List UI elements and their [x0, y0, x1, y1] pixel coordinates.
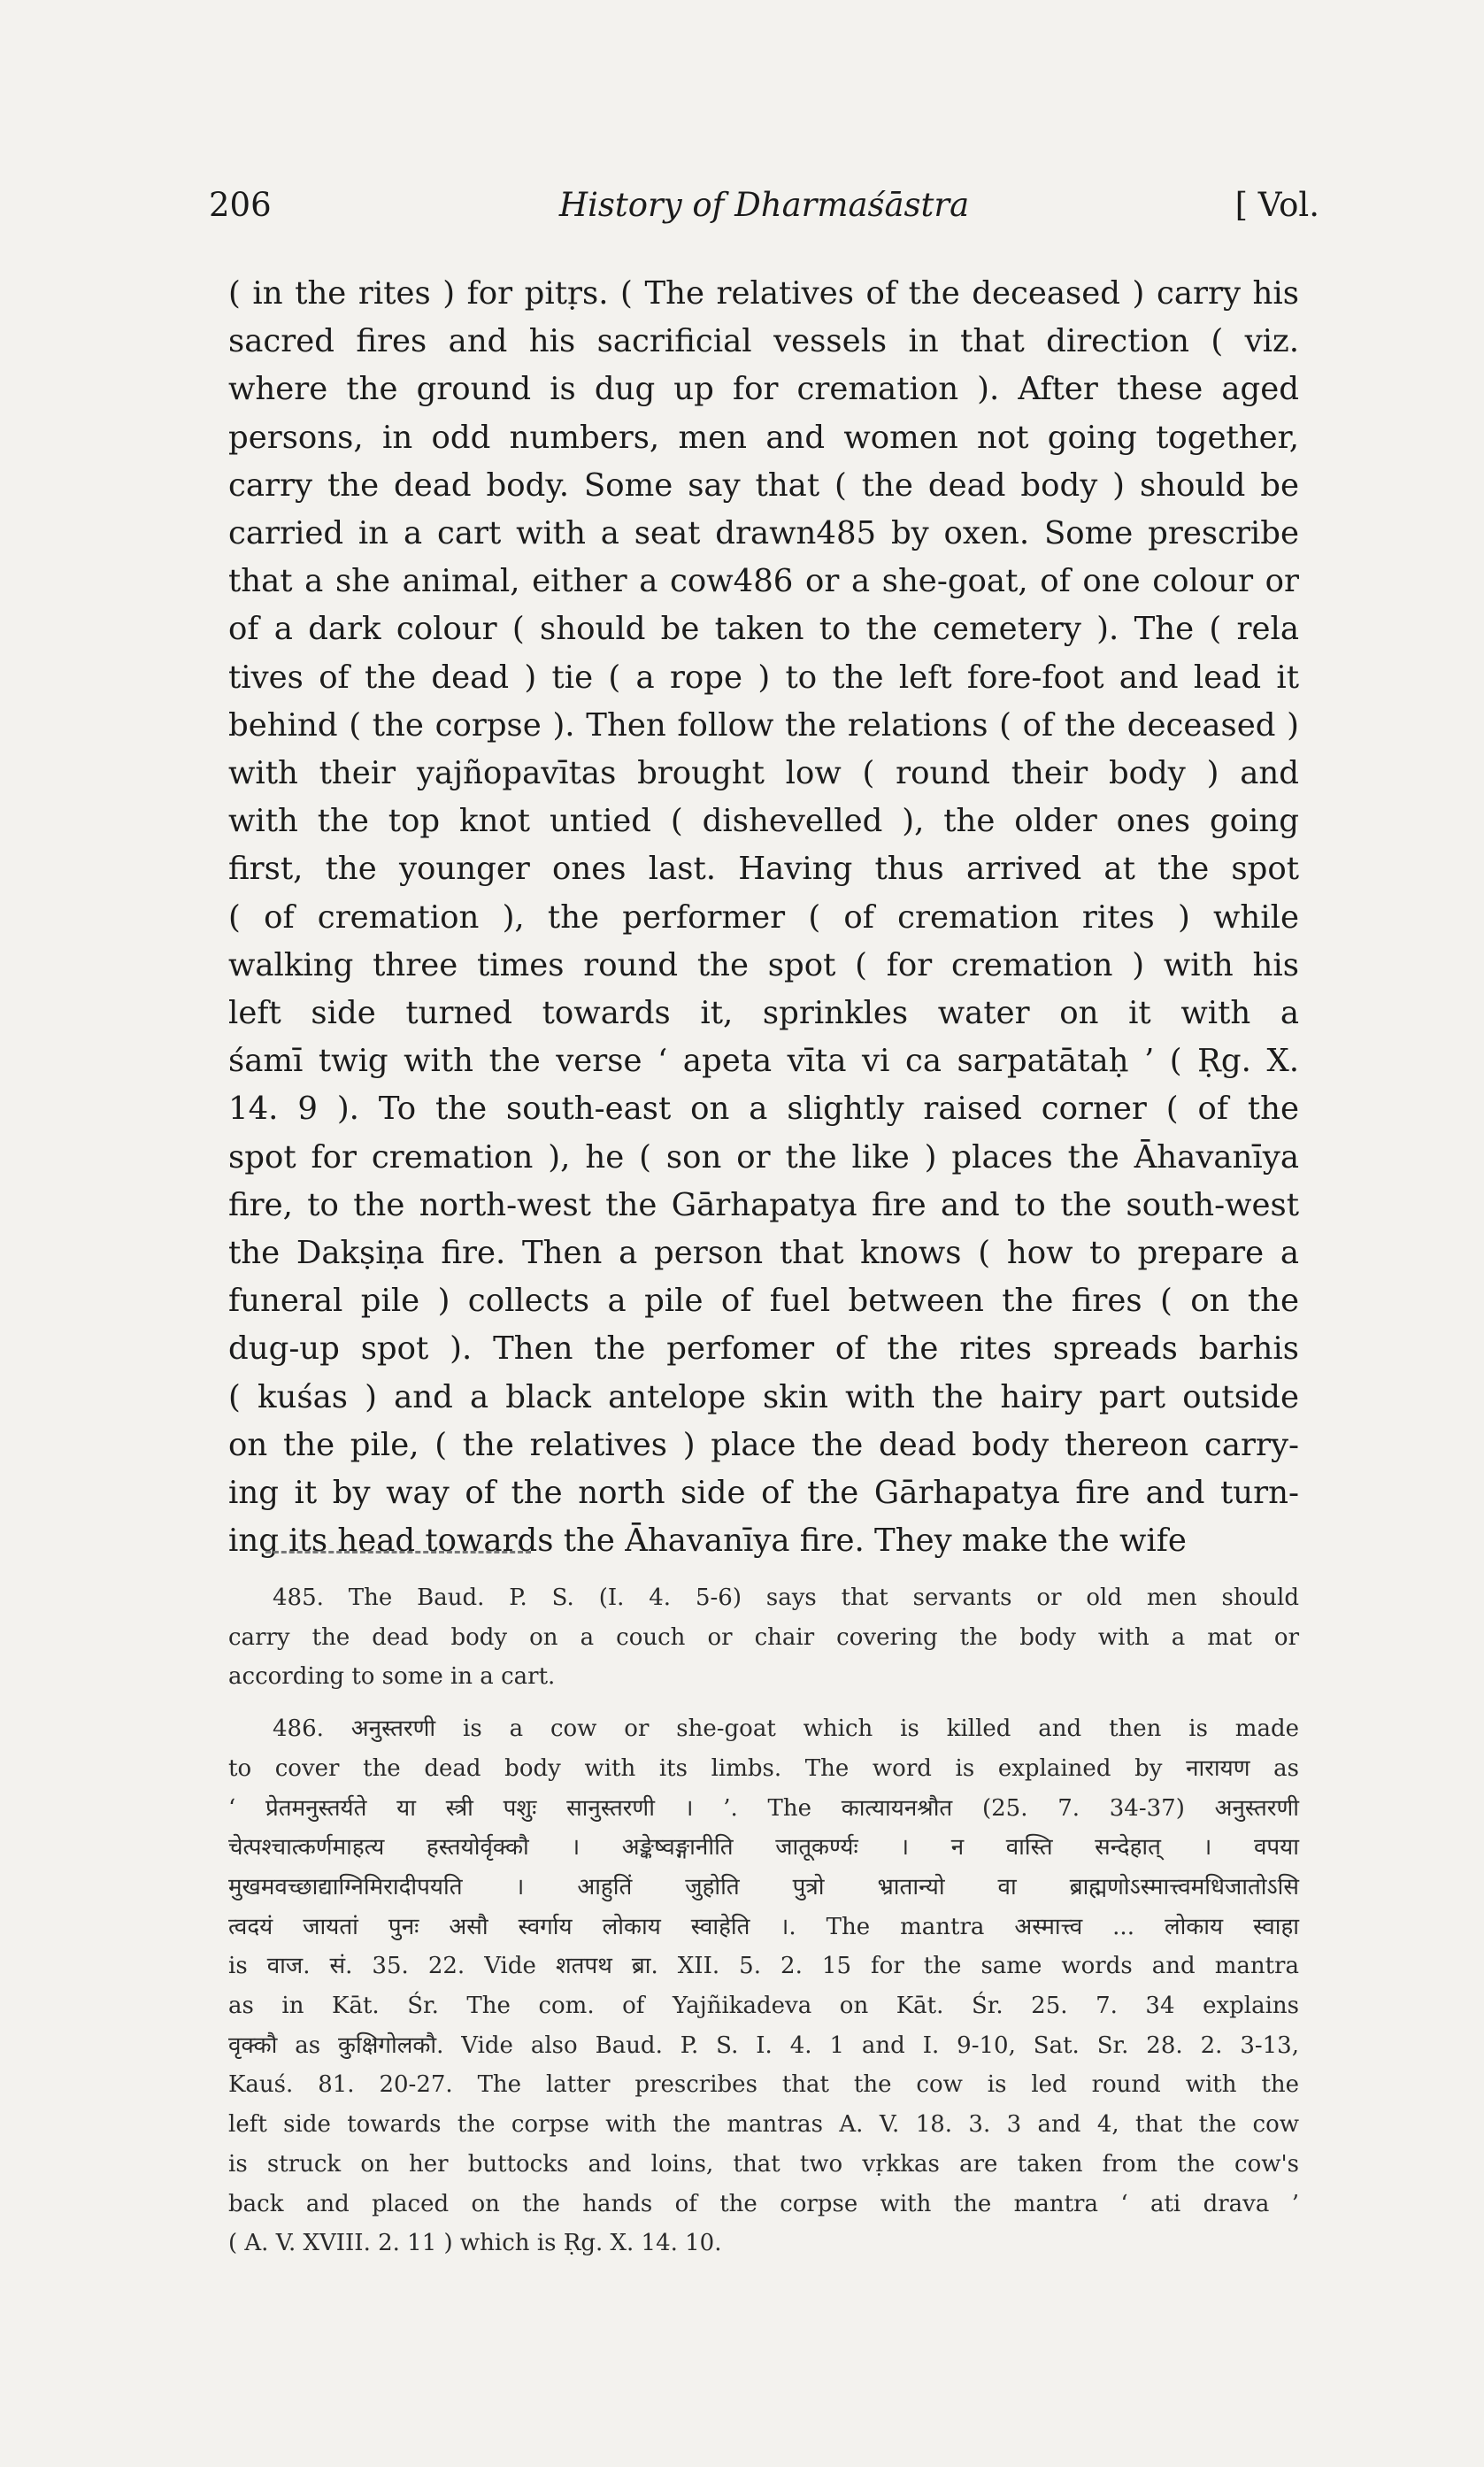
text-line: with the top knot untied ( dishevelled ), the older ones going	[228, 803, 1299, 840]
text-line: behind ( the corpse ). Then follow the relations ( of the deceased )	[228, 706, 1299, 744]
text-line: dug-up spot ). Then the perfomer of the rites spreads barhis	[228, 1330, 1299, 1368]
text-line: with their yajñopavītas brought low ( round their body ) and	[228, 755, 1299, 792]
text-line: persons, in odd numbers, men and women not going together,	[228, 419, 1299, 456]
text-line: funeral pile ) collects a pile of fuel between the fires ( on the	[228, 1283, 1299, 1320]
footnote-line: is struck on her buttocks and loins, that two vṛkkas are taken from the cow's	[228, 2150, 1299, 2178]
footnote-line: according to some in a cart.	[228, 1663, 556, 1691]
footnote-line: वृक्कौ as कुक्षिगोलकौ. Vide also Baud. P. S. I. 4. 1 and I. 9-10, Sat. Sr. 28. 2. 3-13,	[228, 2031, 1299, 2059]
text-line: ing its head towards the Āhavanīya fire. They make the wife	[228, 1523, 1187, 1560]
footnote-line: 486. अनुस्तरणी is a cow or she-goat which is killed and then is made	[273, 1715, 1299, 1743]
footnote-line: चेत्पश्चात्कर्णमाहत्य हस्तयोर्वृक्कौ । अङ्केष्वङ्गानीति जातूकर्ण्यः । न वास्ति सन्देहात् । वपया	[228, 1834, 1299, 1862]
page-number: 206	[209, 186, 272, 224]
footnote-line: 485. The Baud. P. S. (I. 4. 5-6) says that servants or old men should	[273, 1584, 1299, 1611]
text-line: ing it by way of the north side of the Gārhapatya fire and turn-	[228, 1475, 1299, 1512]
footnote-486	[228, 1709, 1299, 2263]
text-line: where the ground is dug up for cremation ). After these aged	[228, 371, 1299, 408]
text-line: fire, to the north-west the Gārhapatya fire and to the south-west	[228, 1186, 1299, 1223]
text-line: ( kuśas ) and a black antelope skin with the hairy part outside	[228, 1378, 1299, 1415]
text-line: on the pile, ( the relatives ) place the dead body thereon carry-	[228, 1426, 1299, 1463]
footnote-line: as in Kāt. Śr. The com. of Yajñikadeva on Kāt. Śr. 25. 7. 34 explains	[228, 1993, 1299, 2020]
text-line: carried in a cart with a seat drawn485 by oxen. Some prescribe	[228, 515, 1299, 552]
volume-label: [ Vol.	[1234, 186, 1319, 224]
footnote-divider	[265, 1551, 531, 1553]
text-line: of a dark colour ( should be taken to the cemetery ). The ( rela	[228, 611, 1299, 648]
footnote-line: ( A. V. XVIII. 2. 11 ) which is Ṛg. X. 14. 10.	[228, 2230, 722, 2257]
text-line: tives of the dead ) tie ( a rope ) to the left fore-foot and lead it	[228, 659, 1299, 696]
page-header	[209, 186, 1319, 239]
footnotes	[228, 1578, 1299, 2276]
text-line: that a she animal, either a cow486 or a she-goat, of one colour or	[228, 563, 1299, 600]
footnote-line: is वाज. सं. 35. 22. Vide शतपथ ब्रा. XII. 5. 2. 15 for the same words and mantra	[228, 1953, 1299, 1980]
footnote-line: ‘ प्रेतमनुस्तर्यते या स्त्री पशुः सानुस्तरणी । ’. The कात्यायनश्रौत (25. 7. 34-37) अनुस्तरणी	[228, 1794, 1299, 1822]
text-line: carry the dead body. Some say that ( the dead body ) should be	[228, 466, 1299, 504]
footnote-line: मुखमवच्छाद्याग्निमिरादीपयति । आहुतिं जुहोति पुत्रो भ्रातान्यो वा ब्राह्मणोऽस्मात्त्वमधिजातोऽसि	[228, 1873, 1299, 1900]
footnote-line: back and placed on the hands of the corpse with the mantra ‘ ati drava ’	[228, 2190, 1299, 2217]
footnote-485	[228, 1578, 1299, 1697]
footnote-line: to cover the dead body with its limbs. The word is explained by नारायण as	[228, 1754, 1299, 1782]
text-line: first, the younger ones last. Having thus arrived at the spot	[228, 851, 1299, 888]
footnote-line: त्वदयं जायतां पुनः असौ स्वर्गाय लोकाय स्वाहेति ।. The mantra अस्मात्त्व ... लोकाय स्वाहा	[228, 1913, 1299, 1940]
text-line: walking three times round the spot ( for cremation ) with his	[228, 946, 1299, 983]
text-line: śamī twig with the verse ‘ apeta vīta vi ca sarpatātaḥ ’ ( Ṛg. X.	[228, 1043, 1299, 1080]
text-line: 14. 9 ). To the south-east on a slightly raised corner ( of the	[228, 1091, 1299, 1128]
text-line: spot for cremation ), he ( son or the like ) places the Āhavanīya	[228, 1138, 1299, 1176]
text-line: sacred fires and his sacrificial vessels in that direction ( viz.	[228, 323, 1299, 360]
footnote-line: left side towards the corpse with the mantras A. V. 18. 3. 3 and 4, that the cow	[228, 2111, 1299, 2139]
footnote-line: carry the dead body on a couch or chair covering the body with a mat or	[228, 1623, 1299, 1651]
text-line: the Dakṣiṇa fire. Then a person that knows ( how to prepare a	[228, 1235, 1299, 1272]
text-line: left side turned towards it, sprinkles water on it with a	[228, 995, 1299, 1032]
text-line: ( in the rites ) for pitṛs. ( The relatives of the deceased ) carry his	[228, 275, 1299, 312]
text-line: ( of cremation ), the performer ( of cremation rites ) while	[228, 898, 1299, 936]
footnote-line: Kauś. 81. 20-27. The latter prescribes that the cow is led round with the	[228, 2071, 1299, 2099]
running-title: History of Dharmaśāstra	[558, 186, 970, 224]
main-text	[228, 270, 1299, 1565]
